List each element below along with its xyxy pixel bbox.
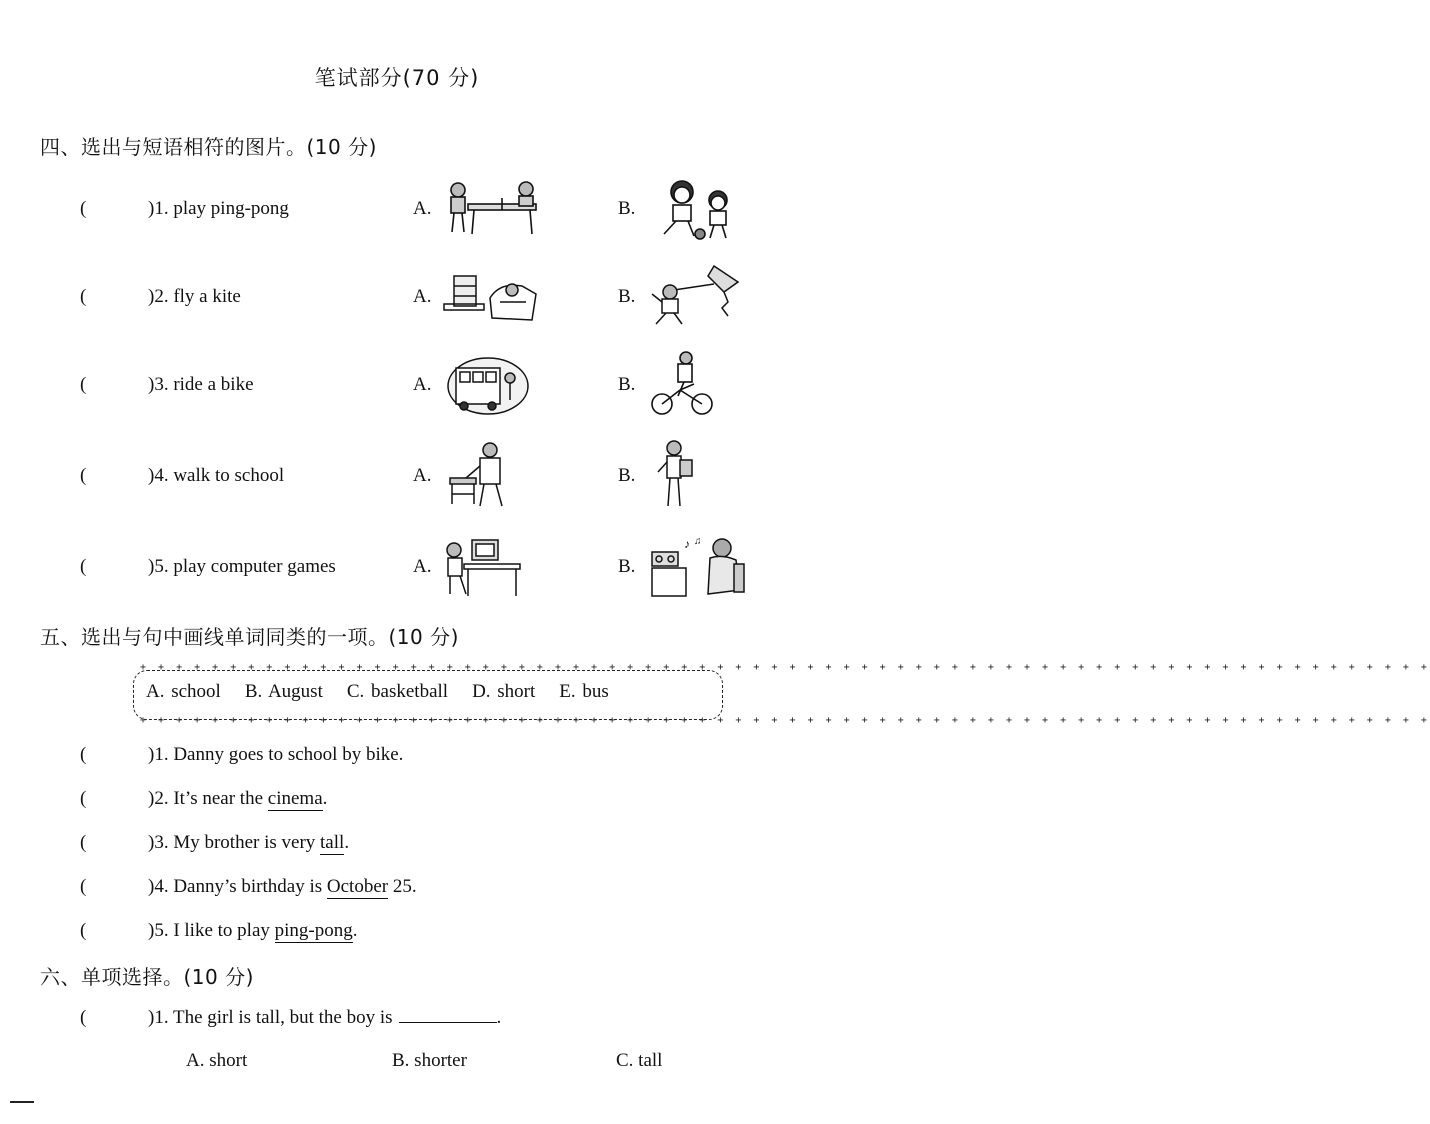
answer-paren[interactable]: ( — [80, 920, 87, 941]
boys-playing-football-icon — [656, 178, 746, 242]
option-a-label: A. — [413, 198, 432, 219]
option-a-label: A. — [413, 374, 432, 395]
sentence — [148, 788, 327, 810]
word-option: C. basketball — [346, 681, 449, 702]
svg-text:♫: ♫ — [694, 536, 702, 547]
choice-b[interactable]: B. shorter — [392, 1050, 467, 1071]
sentence — [148, 920, 358, 942]
answer-paren[interactable]: ( — [80, 788, 87, 809]
man-on-sofa-icon — [440, 268, 540, 328]
section-4-heading: 四、选出与短语相符的图片。(10 分) — [40, 135, 377, 159]
answer-paren[interactable]: ( — [80, 465, 87, 486]
sentence-pre: )4. Danny’s birthday is — [148, 876, 327, 897]
sentence-pre: )1. Danny goes to school by — [148, 744, 366, 765]
phrase-label: )1. play ping-pong — [148, 198, 289, 219]
answer-blank[interactable] — [399, 1008, 497, 1023]
girl-with-music-icon — [650, 534, 746, 600]
option-b-label: B. — [618, 465, 636, 486]
option-b-label: B. — [618, 198, 636, 219]
sentence-pre: )3. My brother is very — [148, 832, 321, 853]
underlined-word: tall — [320, 832, 345, 853]
answer-paren[interactable]: ( — [80, 744, 87, 765]
dotted-border-bottom: + + + + + + + + + + + + + + + + + + + + + + + + + + + + + + + + + + + + + + + + + + + + + + + + + + + + + + + + + + + + + + + + + + + + + + + + — [140, 715, 1430, 726]
boy-with-schoolbag-icon — [654, 438, 698, 512]
option-b-label: B. — [618, 556, 636, 577]
man-with-desk-icon — [446, 440, 518, 510]
word-option: E. bus — [559, 681, 609, 702]
boy-riding-bike-icon — [650, 348, 714, 420]
word-option: B. August — [244, 681, 323, 702]
option-a-label: A. — [413, 556, 432, 577]
underlined-word: ping-pong — [274, 920, 353, 941]
word-option: A. school — [146, 681, 221, 702]
choice-a[interactable]: A. short — [186, 1050, 248, 1071]
option-b-label: B. — [618, 374, 636, 395]
phrase-label: )2. fly a kite — [148, 286, 241, 307]
answer-paren[interactable]: ( — [80, 556, 87, 577]
word-bank — [146, 681, 633, 703]
dotted-border-top: + + + + + + + + + + + + + + + + + + + + + + + + + + + + + + + + + + + + + + + + + + + + + + + + + + + + + + + + + + + + + + + + + + + + + + + + — [140, 662, 1430, 673]
boy-flying-kite-icon — [648, 262, 744, 332]
ping-pong-table-icon — [438, 180, 543, 238]
page-title: 笔试部分(70 分) — [314, 66, 480, 90]
footer-mark — [10, 1101, 34, 1103]
answer-paren[interactable]: ( — [80, 286, 87, 307]
phrase-label: )5. play computer games — [148, 556, 336, 577]
boy-at-computer-icon — [440, 534, 522, 600]
option-a-label: A. — [413, 465, 432, 486]
sentence-post: . — [344, 832, 350, 853]
sentence — [148, 744, 403, 766]
sentence-pre: )5. I like to play — [148, 920, 275, 941]
option-a-label: A. — [413, 286, 432, 307]
sentence-post: . — [352, 920, 358, 941]
question-end: . — [496, 1007, 502, 1028]
underlined-word: cinema — [267, 788, 323, 809]
choice-c[interactable]: C. tall — [616, 1050, 663, 1071]
section-5-heading: 五、选出与句中画线单词同类的一项。(10 分) — [40, 625, 459, 649]
svg-text:♪: ♪ — [684, 537, 690, 551]
answer-paren[interactable]: ( — [80, 198, 87, 219]
phrase-label: )4. walk to school — [148, 465, 285, 486]
answer-paren[interactable]: ( — [80, 832, 87, 853]
answer-paren[interactable]: ( — [80, 374, 87, 395]
sentence-post: 25. — [388, 876, 417, 897]
section-6-heading: 六、单项选择。(10 分) — [40, 965, 254, 989]
word-option: D. short — [472, 681, 536, 702]
option-b-label: B. — [618, 286, 636, 307]
answer-paren[interactable]: ( — [80, 1007, 87, 1028]
bus-icon — [446, 356, 530, 416]
question-stem: )1. The girl is tall, but the boy is — [148, 1007, 393, 1028]
sentence — [148, 876, 417, 898]
answer-paren[interactable]: ( — [80, 876, 87, 897]
question-text — [148, 1007, 501, 1029]
sentence-post: bike. — [365, 744, 404, 765]
underlined-word: October — [326, 876, 389, 897]
sentence-pre: )2. It’s near the — [148, 788, 268, 809]
sentence — [148, 832, 349, 854]
phrase-label: )3. ride a bike — [148, 374, 254, 395]
sentence-post: . — [322, 788, 328, 809]
